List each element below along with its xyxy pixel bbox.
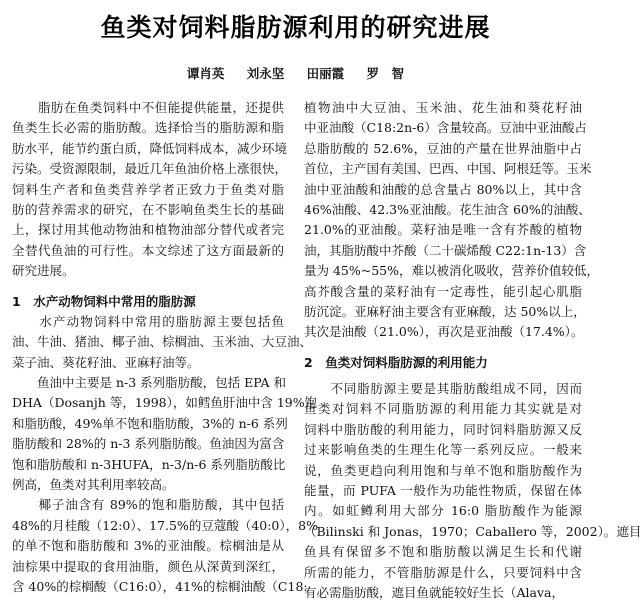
text-line: 中亚油酸（C18:2n-6）含量较高。豆油中亚油酸占	[304, 120, 587, 136]
text-line: 植物油中大豆油、玉米油、花生油和葵花籽油	[304, 100, 582, 115]
text-line: 油中亚油酸和油酸的总含量占 80%以上，其中含	[304, 181, 582, 197]
text-line: 说，鱼类更趋向利用饱和与单不饱和脂肪酸作为	[304, 462, 582, 478]
section-1-body	[12, 312, 318, 597]
author-name: 田丽霞	[306, 66, 345, 81]
text-line: 和脂肪酸，49%单不饱和脂肪酸，3%的 n-6 系列	[12, 415, 288, 431]
section-2-body	[304, 379, 641, 603]
text-line: 能量，而 PUFA 一般作为功能性物质，保留在体	[304, 483, 582, 499]
author-name: 谭肖英	[186, 66, 225, 81]
text-line: 总脂肪酸的 52.6%，豆油的产量在世界油脂中占	[304, 140, 582, 156]
text-line: DHA（Dosanjh 等，1998），如鳕鱼肝油中含 19%饱	[12, 395, 318, 411]
text-line: 含 40%的棕榈酸（C16:0），41%的棕榈油酸（C18:	[12, 578, 308, 594]
author-list	[0, 64, 591, 82]
text-line: 过来影响鱼类的生理生化等一系列反应。一般来	[304, 442, 582, 458]
text-line: 48%的月桂酸（12:0）、17.5%的豆蔻酸（40:0），8%	[12, 517, 318, 533]
vegetable-oil-paragraph	[304, 98, 600, 343]
author-name: 罗 智	[366, 66, 405, 81]
text-line: 水产动物饲料中常用的脂肪源主要包括鱼	[12, 313, 284, 329]
right-column	[304, 98, 641, 603]
text-line: 饲料中脂肪酸的利用能力，同时饲料脂肪源又反	[304, 421, 582, 437]
text-line: 例高，鱼类对其利用率较高。	[12, 477, 175, 493]
text-line: 椰子油含有 89%的饱和脂肪酸，其中包括	[12, 497, 284, 513]
text-line: 鱼具有保留多不饱和脂肪酸以满足生长和代谢	[304, 544, 582, 560]
text-line: 油、牛油、猪油、椰子油、棕榈油、玉米油、大豆油、	[12, 334, 313, 350]
section-heading-1: 1 水产动物饲料中常用的脂肪源	[12, 293, 196, 309]
left-column	[12, 98, 318, 597]
text-line: 鱼类对饲料不同脂肪源的利用能力其实就是对	[304, 401, 582, 417]
text-line: 全替代鱼油的可行性。本文综述了这方面最新的	[12, 242, 284, 258]
text-line: 饲料生产者和鱼类营养学者正致力于鱼类对脂	[12, 181, 284, 197]
text-line: 油，其脂肪酸中芥酸（二十碳烯酸 C22:1n-13）含	[304, 242, 587, 258]
text-line: 所需的能力，不管脂肪源是什么，只要饲料中含	[304, 564, 582, 580]
text-line: 的单不饱和脂肪酸和 3%的亚油酸。棕榈油是从	[12, 538, 284, 554]
text-line: 脂肪酸和 28%的 n-3 系列脂肪酸。鱼油因为富含	[12, 436, 285, 452]
text-line: 上，探讨用其他动物油和植物油部分替代或者完	[12, 222, 284, 238]
text-line: 量为 45%~55%，难以被消化吸收，营养价值较低，	[304, 263, 600, 279]
text-line: 菜子油、葵花籽油、亚麻籽油等。	[12, 354, 200, 370]
text-line: 肪沉淀。亚麻籽油主要含有亚麻酸，达 50%以上，	[304, 303, 586, 319]
text-line: 鱼类生长必需的脂肪酸。选择恰当的脂肪源和脂	[12, 120, 284, 136]
text-line: 21.0%的亚油酸。菜籽油是唯一含有芥酸的植物	[304, 222, 582, 238]
abstract-paragraph	[12, 98, 288, 282]
text-line: 研究进展。	[12, 263, 75, 279]
text-line: 鱼油中主要是 n-3 系列脂肪酸，包括 EPA 和	[12, 375, 287, 391]
text-line: 内。如虹鳟利用大部分 16:0 脂肪酸作为能源	[304, 503, 582, 519]
text-line: 肪水平，能节约蛋白质，降低饲料成本，减少环境	[12, 140, 288, 156]
author-name: 刘永坚	[246, 66, 285, 81]
text-line: 油棕果中提取的食用油脂，颜色从深黄到深红，	[12, 558, 284, 574]
text-line: 有必需脂肪酸，遮目鱼就能较好生长（Alava，	[304, 584, 564, 600]
text-line: 脂肪在鱼类饲料中不但能提供能量，还提供	[12, 100, 284, 115]
text-line: 肪的营养需求的研究，在不影响鱼类生长的基础	[12, 201, 284, 217]
article-title: 鱼类对饲料脂肪源利用的研究进展	[100, 13, 491, 42]
section-heading-2: 2 鱼类对饲料脂肪源的利用能力	[304, 354, 488, 370]
text-line: 饱和脂肪酸和 n-3HUFA，n-3/n-6 系列脂肪酸比	[12, 456, 286, 472]
text-line: （Bilinski 和 Jonas，1970；Caballero 等，2002）。遮目	[304, 523, 641, 539]
text-line: 46%油酸、42.3%亚油酸。花生油含 60%的油酸、	[304, 201, 591, 217]
text-line: 首位，主产国有美国、巴西、中国、阿根廷等。玉米	[304, 161, 592, 177]
text-line: 不同脂肪源主要是其脂肪酸组成不同，因而	[304, 381, 582, 397]
text-line: 其次是油酸（21.0%），再次是亚油酸（17.4%）。	[304, 324, 584, 340]
text-line: 污染。受资源限制，最近几年鱼油价格上涨很快，	[12, 161, 288, 177]
text-line: 高芥酸含量的菜籽油有一定毒性，能引起心肌脂	[304, 283, 582, 299]
